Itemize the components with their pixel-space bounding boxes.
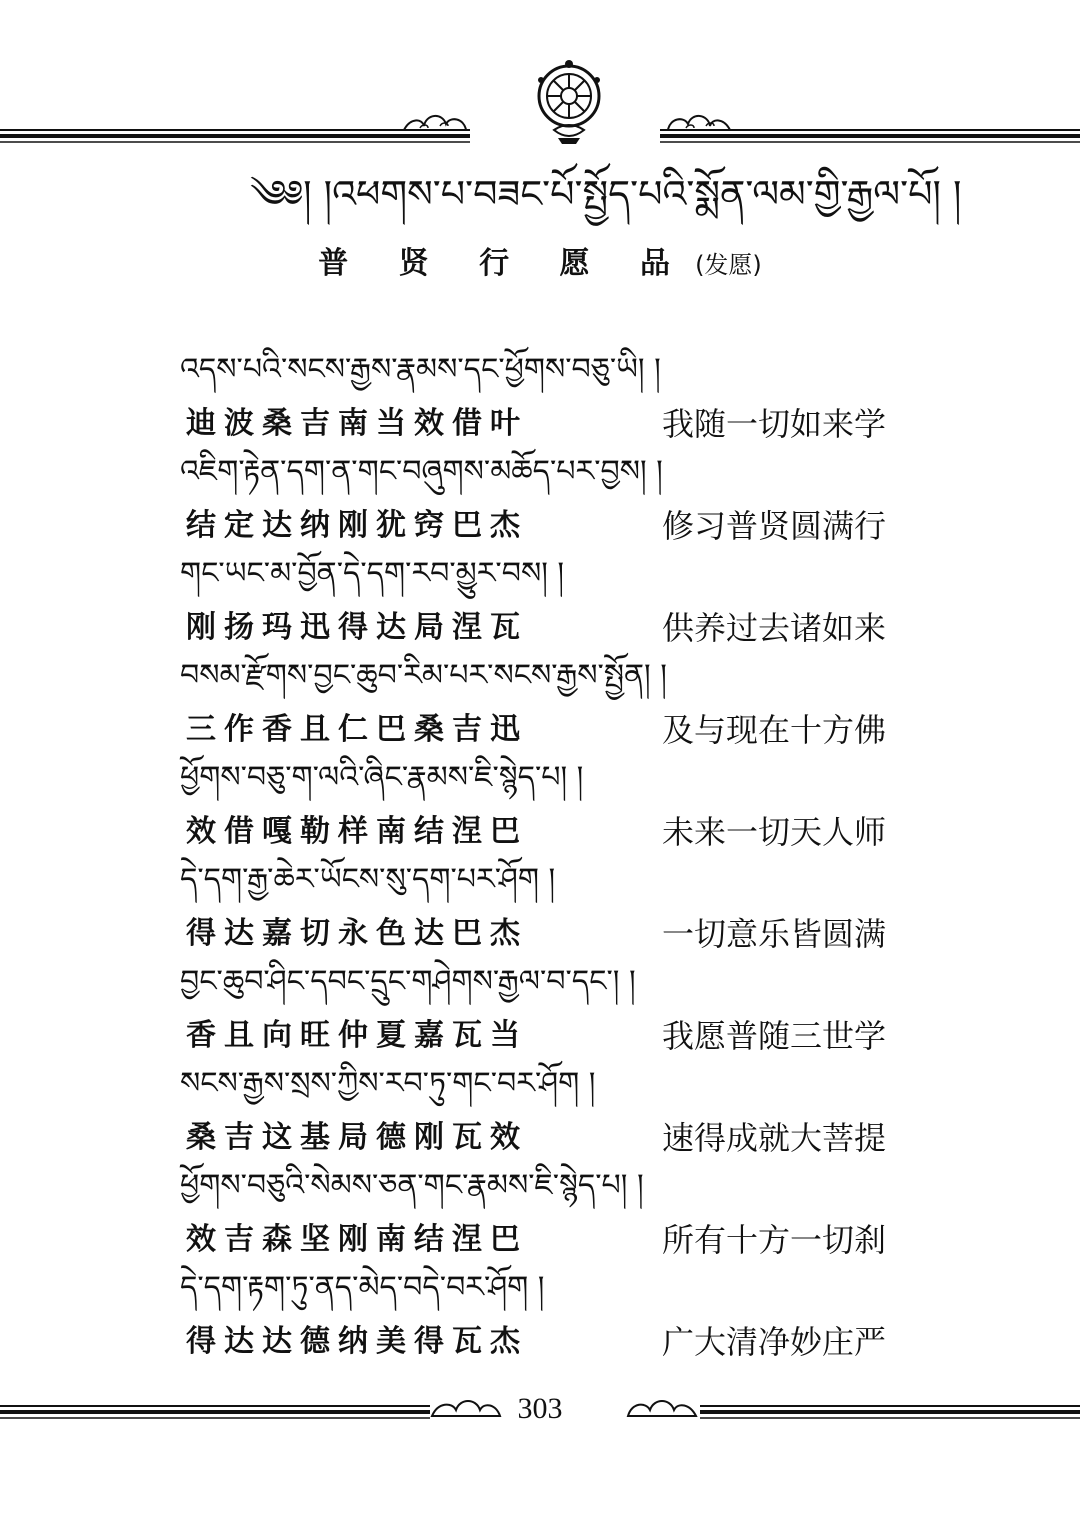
- tibetan-title: ༄༅། །འཕགས་པ་བཟང་པོ་སྤྱོད་པའི་སྨོན་ལམ་གྱི་རྒྱལ་པོ། །: [250, 172, 962, 216]
- page-number: 303: [517, 1392, 563, 1425]
- page-title: [0, 238, 1080, 282]
- verse-7: [180, 950, 920, 1055]
- verse-1: [180, 338, 920, 443]
- transliteration-line: 结定达纳刚犹窍巴杰: [186, 508, 528, 543]
- chinese-meaning-line: 广大清净妙庄严: [662, 1323, 887, 1361]
- verse-8: [180, 1052, 920, 1157]
- chinese-meaning-line: 所有十方一切刹: [662, 1221, 887, 1259]
- verse-6: [180, 848, 920, 953]
- tibetan-line: འཇིག་རྟེན་དག་ན་གང་བཞུགས་མཆོད་པར་བྱས། །: [180, 454, 663, 489]
- tibetan-line: འདས་པའི་སངས་རྒྱས་རྣམས་དང་ཕྱོགས་བཅུ་ཡི། །: [180, 352, 661, 387]
- chinese-meaning-line: 我随一切如来学: [662, 405, 887, 443]
- chinese-subtitle: (发愿): [695, 251, 762, 279]
- tibetan-line: བསམ་རྫོགས་བྱང་ཆུབ་རིམ་པར་སངས་རྒྱས་སྤྱོན། །: [180, 658, 667, 693]
- chinese-meaning-line: 速得成就大菩提: [662, 1119, 887, 1157]
- transliteration-line: 香且向旺仲夏嘉瓦当: [186, 1018, 528, 1053]
- transliteration-line: 三作香且仁巴桑吉迅: [186, 712, 528, 747]
- verse-4: [180, 644, 920, 749]
- transliteration-line: 得达嘉切永色达巴杰: [186, 916, 528, 951]
- verse-5: [180, 746, 920, 851]
- transliteration-line: 桑吉这基局德刚瓦效: [186, 1120, 528, 1155]
- chinese-title: 普 贤 行 愿 品: [318, 246, 690, 281]
- tibetan-line: ཕྱོགས་བཅུ་ག་ལའི་ཞིང་རྣམས་ཇི་སྙེད་པ། །: [180, 760, 584, 795]
- verse-list: [180, 338, 920, 1361]
- tibetan-line: སངས་རྒྱས་སྲས་ཀྱིས་རབ་ཏུ་གང་བར་ཤོག །: [180, 1066, 596, 1101]
- transliteration-line: 得达达德纳美得瓦杰: [186, 1324, 528, 1359]
- transliteration-line: 效借嘎勒样南结涅巴: [186, 814, 528, 849]
- verse-3: [180, 542, 920, 647]
- tibetan-line: གང་ཡང་མ་བྱོན་དེ་དག་རབ་མྱུར་བས། །: [180, 556, 565, 591]
- transliteration-line: 迪波桑吉南当效借叶: [186, 406, 528, 441]
- transliteration-line: 刚扬玛迅得达局涅瓦: [186, 610, 528, 645]
- chinese-meaning-line: 及与现在十方佛: [662, 711, 887, 749]
- tibetan-line: དེ་དག་རྒྱ་ཆེར་ཡོངས་སུ་དག་པར་ཤོག །: [180, 862, 556, 897]
- chinese-meaning-line: 修习普贤圆满行: [662, 507, 887, 545]
- cloud-ornament-left-icon: [400, 108, 470, 138]
- cloud-ornament-right-icon: [664, 108, 734, 138]
- chinese-meaning-line: 未来一切天人师: [662, 813, 887, 851]
- tibetan-line: བྱང་ཆུབ་ཤིང་དབང་དྲུང་གཤེགས་རྒྱལ་བ་དང་། །: [180, 964, 636, 999]
- verse-2: [180, 440, 920, 545]
- dharma-wheel-icon: [528, 58, 610, 146]
- verse-10: [180, 1256, 920, 1361]
- transliteration-line: 效吉森坚刚南结涅巴: [186, 1222, 528, 1257]
- tibetan-line: ཕྱོགས་བཅུའི་སེམས་ཅན་གང་རྣམས་ཇི་སྙེད་པ། །: [180, 1168, 644, 1203]
- tibetan-line: དེ་དག་རྟག་ཏུ་ནད་མེད་བདེ་བར་ཤོག །: [180, 1270, 545, 1305]
- chinese-meaning-line: 一切意乐皆圆满: [662, 915, 887, 953]
- chinese-meaning-line: 我愿普随三世学: [662, 1017, 887, 1055]
- chinese-meaning-line: 供养过去诸如来: [662, 609, 887, 647]
- verse-9: [180, 1154, 920, 1259]
